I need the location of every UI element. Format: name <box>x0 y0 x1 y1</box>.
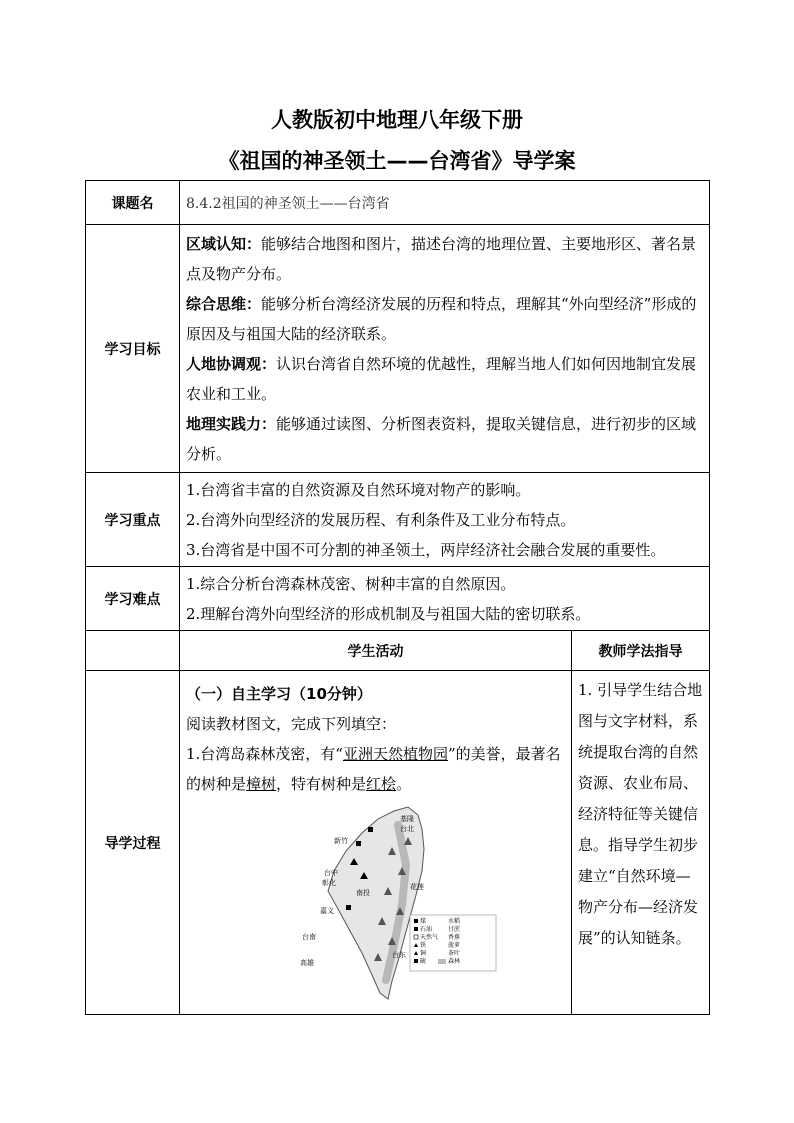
map-place: 台中 <box>324 869 338 877</box>
svg-text:煤: 煤 <box>420 918 427 925</box>
topic-label: 课题名 <box>86 181 180 225</box>
student-activity-header: 学生活动 <box>180 631 572 671</box>
teacher-guide-cell: 1. 引导学生结合地图与文字材料，系统提取台湾的自然资源、农业布局、经济特征等关键信息。指导学生初步建立“自然环境—物产分布—经济发展”的认知链条。 <box>572 671 710 1015</box>
objective-item <box>186 349 703 409</box>
svg-text:茶叶: 茶叶 <box>448 950 461 957</box>
objective-text: 能够分析台湾经济发展的历程和特点，理解其“外向型经济”形成的原因及与祖国大陆的经济联系。 <box>186 294 697 343</box>
map-place: 高雄 <box>300 959 314 967</box>
difficulty-item: 1.综合分析台湾森林茂密、树种丰富的自然原因。 <box>186 574 516 593</box>
objective-head: 区域认知： <box>186 234 262 253</box>
empty-header-cell <box>86 631 180 671</box>
objective-head: 人地协调观： <box>186 354 277 373</box>
difficulties-content <box>180 567 710 631</box>
map-place: 台北 <box>400 825 414 833</box>
topic-value: 8.4.2祖国的神圣领土——台湾省 <box>180 181 710 225</box>
map-place: 基隆 <box>400 815 414 823</box>
objective-item <box>186 229 703 289</box>
map-place: 彰化 <box>322 879 336 887</box>
objective-text: 能够通过读图、分析图表资料，提取关键信息，进行初步的区域分析。 <box>186 414 697 463</box>
svg-text:铜: 铜 <box>420 950 427 957</box>
difficulty-item: 2.理解台湾外向型经济的形成机制及与祖国大陆的密切联系。 <box>186 604 591 623</box>
map-place: 台南 <box>302 933 316 941</box>
answer-blank: 亚洲天然植物园 <box>342 745 448 763</box>
map-place: 南投 <box>356 889 370 897</box>
answer-blank: 樟树 <box>246 775 277 793</box>
map-place: 嘉义 <box>320 907 334 915</box>
doc-title-line1: 人教版初中地理八年级下册 <box>271 108 523 132</box>
question-1: 1.台湾岛森林茂密，有“亚洲天然植物园”的美誉，最著名的树种是樟树，特有树种是红桧。 <box>186 745 561 793</box>
svg-text:菠萝: 菠萝 <box>448 942 461 949</box>
svg-text:天然气: 天然气 <box>420 934 439 941</box>
answer-blank: 红桧 <box>366 775 397 793</box>
section-intro: 阅读教材图文，完成下列填空： <box>186 715 397 733</box>
key-point-item: 1.台湾省丰富的自然资源及自然环境对物产的影响。 <box>186 480 531 499</box>
section-heading: （一）自主学习（10分钟） <box>186 685 372 703</box>
objectives-content <box>180 225 710 473</box>
map-place: 花莲 <box>410 883 424 891</box>
svg-text:铁: 铁 <box>420 942 427 949</box>
difficulties-label: 学习难点 <box>86 567 180 631</box>
key-points-label: 学习重点 <box>86 473 180 567</box>
objective-text: 认识台湾省自然环境的优越性，理解当地人们如何因地制宜发展农业和工业。 <box>186 354 697 403</box>
lesson-table <box>85 180 710 1015</box>
map-legend <box>410 915 496 971</box>
svg-text:硫: 硫 <box>420 958 427 965</box>
objective-text: 能够结合地图和图片，描述台湾的地理位置、主要地形区、著名景点及物产分布。 <box>186 234 697 283</box>
objectives-label: 学习目标 <box>86 225 180 473</box>
key-point-item: 3.台湾省是中国不可分割的神圣领土，两岸经济社会融合发展的重要性。 <box>186 540 666 559</box>
process-label: 导学过程 <box>86 671 180 1015</box>
objective-head: 地理实践力： <box>186 414 277 433</box>
objective-head: 综合思维： <box>186 294 262 313</box>
svg-text:水稻: 水稻 <box>448 918 461 925</box>
key-point-item: 2.台湾外向型经济的发展历程、有利条件及工业分布特点。 <box>186 510 576 529</box>
objective-item <box>186 409 703 469</box>
svg-text:甘蔗: 甘蔗 <box>448 926 461 933</box>
teacher-guide-header: 教师学法指导 <box>572 631 710 671</box>
svg-text:石油: 石油 <box>420 926 433 933</box>
svg-text:香蕉: 香蕉 <box>448 934 461 941</box>
student-activity-cell <box>180 671 572 1015</box>
key-points-content <box>180 473 710 567</box>
taiwan-resource-map <box>298 805 498 1003</box>
doc-title-line2: 《祖国的神圣领土——台湾省》导学案 <box>218 149 576 173</box>
map-place: 新竹 <box>334 837 348 845</box>
map-place: 台东 <box>392 951 406 959</box>
objective-item <box>186 289 703 349</box>
svg-text:森林: 森林 <box>448 958 461 965</box>
